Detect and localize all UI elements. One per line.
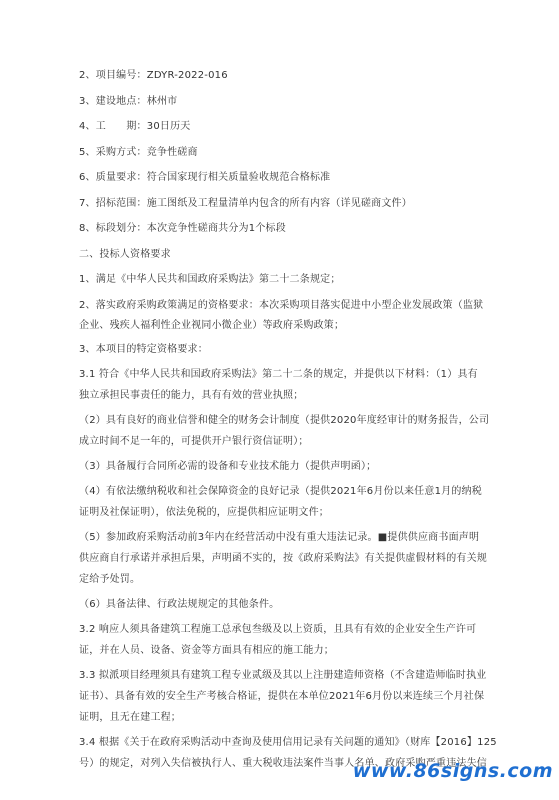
text-line: 证书）、具备有效的安全生产考核合格证，提供在本单位2021年6月份以来连续三个月社保 [79, 691, 485, 702]
text-line: 供应商自行承诺并承担后果，声明函不实的，按《政府采购法》有关提供虚假材料的有关规 [79, 553, 487, 564]
text-line: 5、采购方式：竞争性磋商 [79, 147, 198, 158]
text-line: （3）具备履行合同所必需的设备和专业技术能力（提供声明函）； [79, 461, 377, 472]
text-line: 1、满足《中华人民共和国政府采购法》第二十二条规定； [79, 274, 341, 285]
text-line: （2）具有良好的商业信誉和健全的财务会计制度（提供2020年度经审计的财务报告，公司 [79, 415, 490, 426]
text-line: 证明，且无在建工程； [79, 712, 181, 723]
text-line: 号）的规定，对列入失信被执行人、重大税收违法案件当事人名单、政府采购严重违法失信 [79, 758, 487, 769]
text-line: 3.2 响应人须具备建筑工程施工总承包叁级及以上资质，且具有有效的企业安全生产许可 [79, 624, 477, 635]
text-line: 证，并在人员、设备、资金等方面具有相应的施工能力； [79, 645, 334, 656]
text-line: 证明及社保证明），依法免税的，应提供相应证明文件； [79, 507, 329, 518]
text-line: 成立时间不足一年的，可提供开户银行资信证明）； [79, 436, 309, 447]
text-line: 3、建设地点：林州市 [79, 96, 178, 107]
section-heading: 二、投标人资格要求 [79, 249, 171, 260]
text-line: 6、质量要求：符合国家现行相关质量验收规范合格标准 [79, 172, 331, 183]
text-line: （6）具备法律、行政法规规定的其他条件。 [79, 599, 280, 610]
text-line: 独立承担民事责任的能力，具有有效的营业执照； [79, 390, 304, 401]
text-line: （4）有依法缴纳税收和社会保障资金的良好记录（提供2021年6月份以来任意1月的纳税 [79, 486, 482, 497]
text-line: 2、项目编号：ZDYR-2022-016 [79, 70, 228, 81]
text-line: 3.4 根据《关于在政府采购活动中查询及使用信用记录有关问题的通知》（财库【2016】125 [79, 737, 497, 748]
text-line: 3.1 符合《中华人民共和国政府采购法》第二十二条的规定，并提供以下材料：（1）具有 [79, 369, 478, 380]
text-line: 7、招标范围：施工图纸及工程量清单内包含的所有内容（详见磋商文件） [79, 198, 412, 209]
text-line: （5）参加政府采购活动前3年内在经营活动中没有重大违法记录。■提供供应商书面声明 [79, 532, 480, 543]
text-line: 2、落实政府采购政策满足的资格要求：本次采购项目落实促进中小型企业发展政策（监狱 [79, 300, 484, 311]
text-line: 4、工 期：30日历天 [79, 121, 191, 132]
text-line: 定给予处罚。 [79, 574, 141, 585]
text-line: 3、本项目的特定资格要求： [79, 344, 208, 355]
text-line: 3.3 拟派项目经理须具有建筑工程专业贰级及其以上注册建造师资格（不含建造师临时执业 [79, 670, 487, 681]
text-line: 企业、残疾人福利性企业视同小微企业）等政府采购政策； [79, 320, 345, 331]
text-line: 8、标段划分：本次竞争性磋商共分为1个标段 [79, 223, 286, 234]
site-watermark: www.86signs.com [352, 760, 553, 782]
